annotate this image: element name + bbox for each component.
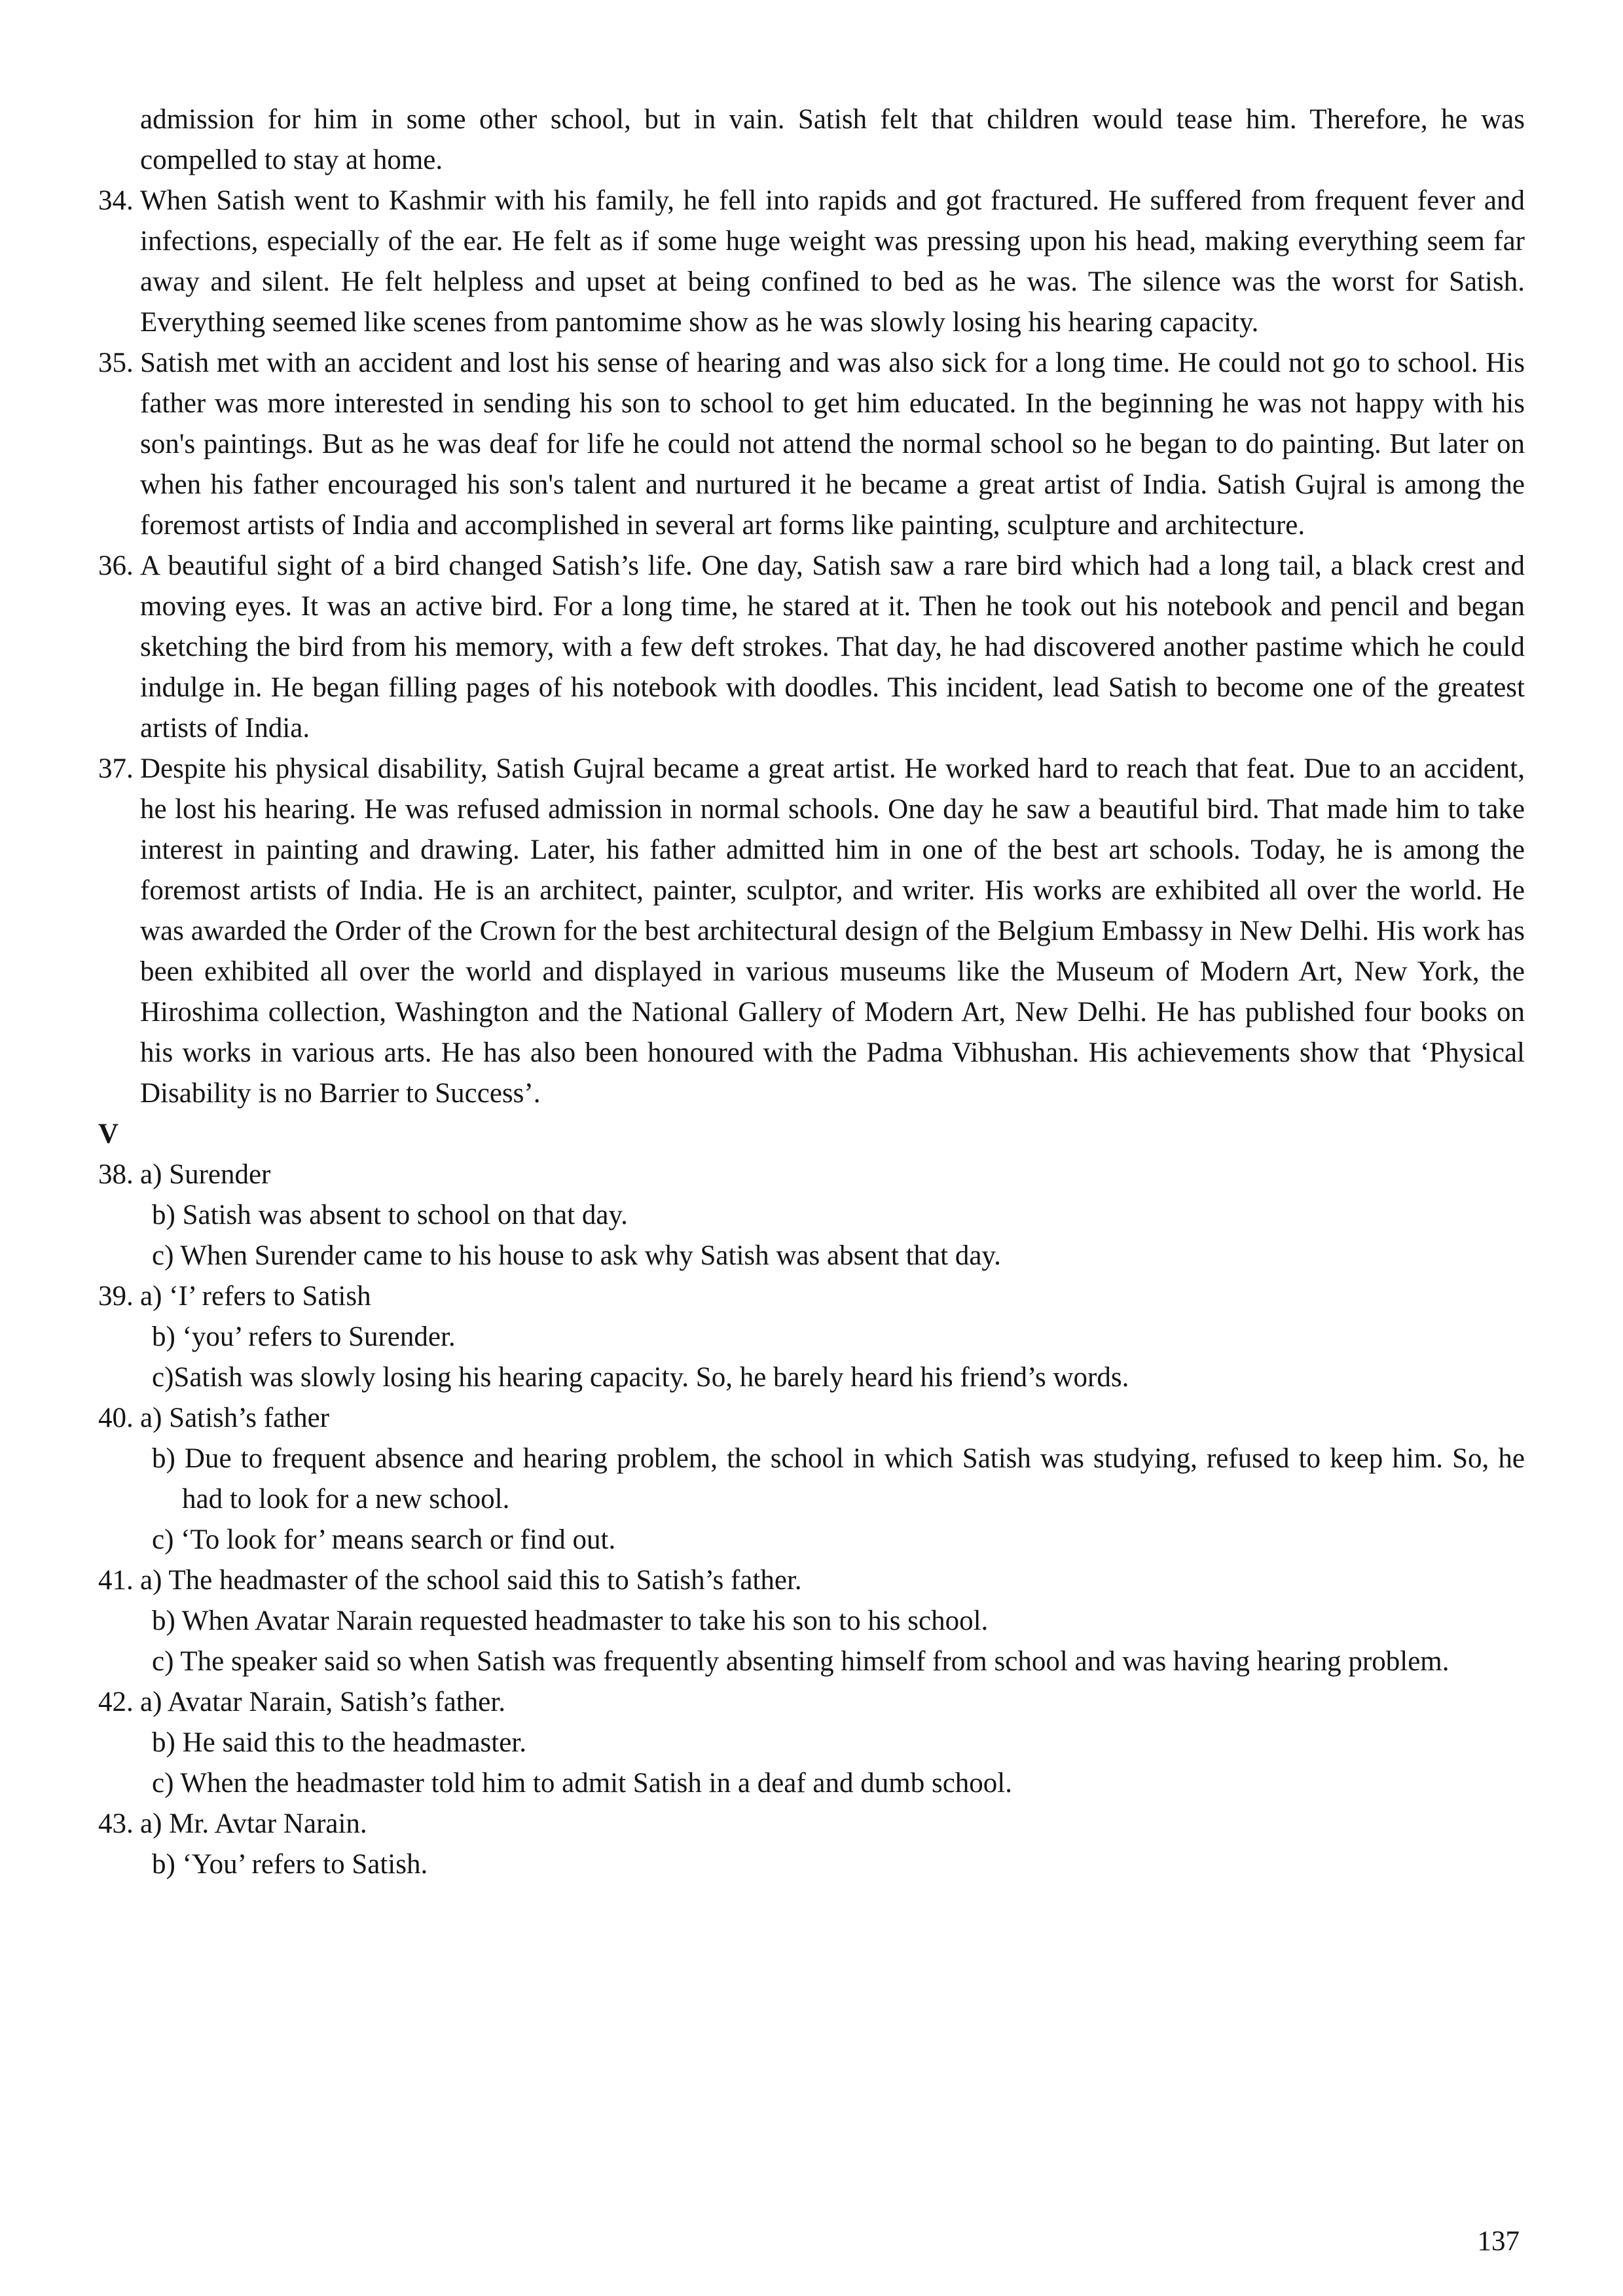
answer-part-a: a) Avatar Narain, Satish’s father.: [140, 1687, 506, 1717]
answer-part-b: b) ‘You’ refers to Satish.: [152, 1849, 428, 1880]
answer-part-a: a) The headmaster of the school said this to Satish’s father.: [140, 1565, 802, 1596]
answer-part-b: b) ‘you’ refers to Surender.: [152, 1321, 456, 1352]
answer-part-a: a) Satish’s father: [140, 1403, 329, 1433]
answer-part-c: c)Satish was slowly losing his hearing capacity. So, he barely heard his friend’s words.: [152, 1362, 1129, 1393]
answer-part-a: a) ‘I’ refers to Satish: [140, 1281, 371, 1312]
section-heading-v: V: [98, 1119, 119, 1149]
answer-part-b: b) When Avatar Narain requested headmaster to take his son to his school.: [152, 1605, 989, 1636]
answer-39: [98, 1276, 1525, 1398]
answer-number: 41.: [98, 1565, 134, 1596]
paragraph-text: A beautiful sight of a bird changed Satish’s life. One day, Satish saw a rare bird which had a long tail, a black crest and moving eyes. It was an active bird. For a long time, he stared at it. Then he took out his notebook and pencil and began sketching the bird from his memory, with a few deft strokes. That day, he had discovered another pastime which he could indulge in. He began filling pages of his notebook with doodles. This incident, lead Satish to become one of the greatest artists of India.: [140, 550, 1525, 744]
paragraph-text: Despite his physical disability, Satish Gujral became a great artist. He worked hard to reach that feat. Due to an accident, he lost his hearing. He was refused admission in normal schools. One day he saw a beautiful bird. That made him to take interest in painting and drawing. Later, his father admitted him in one of the best art schools. Today, he is among the foremost artists of India. He is an architect, painter, sculptor, and writer. His works are exhibited all over the world. He was awarded the Order of the Crown for the best architectural design of the Belgium Embassy in New Delhi. His work has been exhibited all over the world and displayed in various museums like the Museum of Modern Art, New York, the Hiroshima collection, Washington and the National Gallery of Modern Art, New Delhi. He has published four books on his works in various arts. He has also been honoured with the Padma Vibhushan. His achievements show that ‘Physical Disability is no Barrier to Success’.: [140, 753, 1525, 1109]
paragraph-text: Satish met with an accident and lost his sense of hearing and was also sick for a long time. He could not go to school. His father was more interested in sending his son to school to get him educated. In the beginning he was not happy with his son's paintings. But as he was deaf for life he could not attend the normal school so he began to do painting. But later on when his father encouraged his son's talent and nurtured it he became a great artist of India. Satish Gujral is among the foremost artists of India and accomplished in several art forms like painting, sculpture and architecture.: [140, 348, 1525, 541]
numbered-paragraph-35: [98, 343, 1525, 546]
paragraph-number: 37.: [98, 753, 134, 784]
paragraph-number: 35.: [98, 348, 134, 378]
answer-number: 39.: [98, 1281, 134, 1312]
paragraph-number: 34.: [98, 185, 134, 216]
page-number: 137: [1477, 2226, 1520, 2257]
answer-43: [98, 1804, 1525, 1885]
answer-40: [98, 1398, 1525, 1560]
answer-part-c: c) ‘To look for’ means search or find out.: [152, 1524, 616, 1555]
paragraph-text: When Satish went to Kashmir with his family, he fell into rapids and got fractured. He suffered from frequent fever and infections, especially of the ear. He felt as if some huge weight was pressing upon his head, making everything seem far away and silent. He felt helpless and upset at being confined to bed as he was. The silence was the worst for Satish. Everything seemed like scenes from pantomime show as he was slowly losing his hearing capacity.: [140, 185, 1525, 338]
answer-part-a: a) Mr. Avtar Narain.: [140, 1808, 367, 1839]
answer-part-b: b) Satish was absent to school on that day.: [152, 1200, 628, 1230]
answer-part-b: b) He said this to the headmaster.: [152, 1727, 526, 1758]
answer-42: [98, 1682, 1525, 1804]
answer-41: [98, 1560, 1525, 1682]
numbered-paragraph-37: [98, 749, 1525, 1114]
answer-part-b: b) Due to frequent absence and hearing problem, the school in which Satish was studying, refused to keep him. So, he had to look for a new school.: [152, 1443, 1525, 1515]
numbered-paragraph-36: [98, 546, 1525, 749]
numbered-paragraph-34: [98, 181, 1525, 343]
answer-part-c: c) When the headmaster told him to admit Satish in a deaf and dumb school.: [152, 1768, 1012, 1799]
answer-number: 38.: [98, 1159, 134, 1190]
answer-number: 42.: [98, 1687, 134, 1717]
answer-number: 40.: [98, 1403, 134, 1433]
paragraph-number: 36.: [98, 550, 134, 581]
answer-part-a: a) Surender: [140, 1159, 271, 1190]
continuation-paragraph: admission for him in some other school, but in vain. Satish felt that children would tease him. Therefore, he was compelled to stay at home.: [140, 104, 1525, 175]
answer-part-c: c) When Surender came to his house to ask why Satish was absent that day.: [152, 1240, 1001, 1271]
answer-number: 43.: [98, 1808, 134, 1839]
answer-38: [98, 1155, 1525, 1276]
answer-part-c: c) The speaker said so when Satish was frequently absenting himself from school and was having hearing problem.: [152, 1646, 1450, 1677]
